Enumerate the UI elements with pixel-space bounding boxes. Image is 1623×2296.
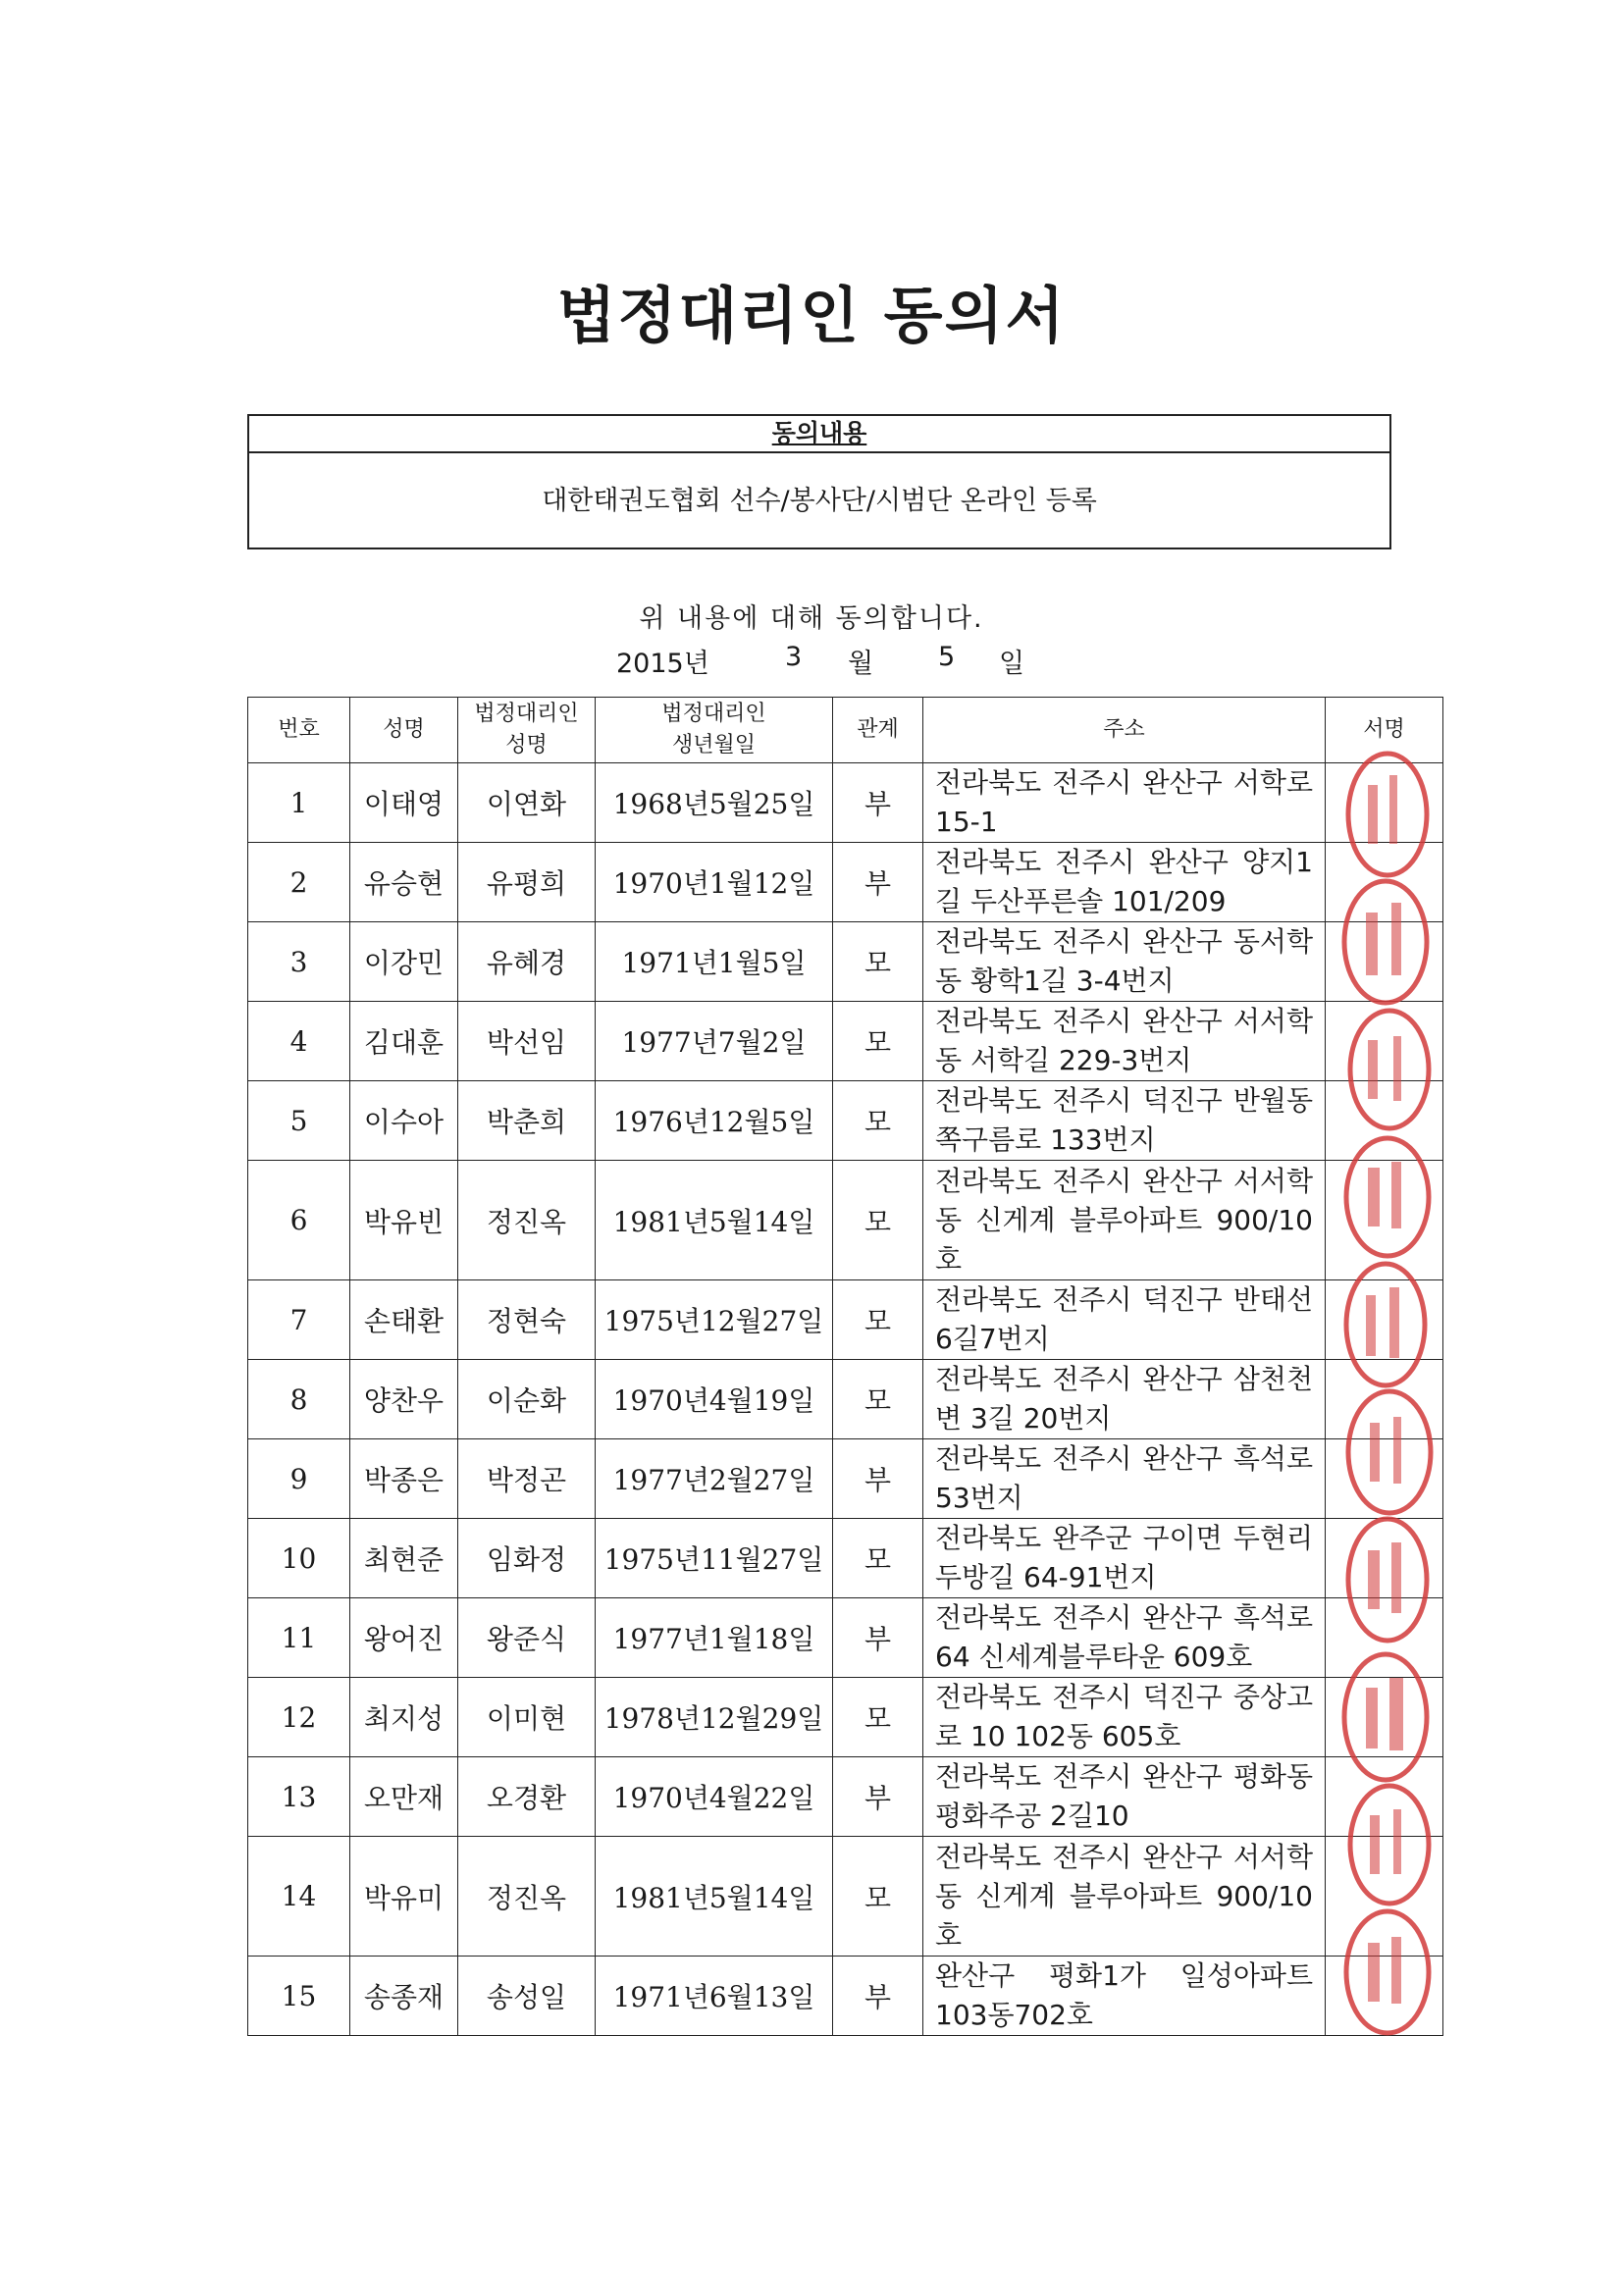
- signature-cell: [1326, 1957, 1443, 2036]
- signature-cell: [1326, 1598, 1443, 1678]
- table-row: [248, 1757, 1443, 1837]
- table-row: [248, 922, 1443, 1002]
- relation: 모: [833, 1280, 923, 1360]
- date-day: 5: [938, 642, 956, 672]
- header-guardian-birth: [596, 698, 833, 763]
- relation: 모: [833, 1678, 923, 1757]
- header-name: 성명: [350, 698, 458, 763]
- signature-cell: [1326, 1757, 1443, 1837]
- signature-cell: [1326, 1837, 1443, 1957]
- guardian-name: 박선임: [458, 1002, 596, 1081]
- guardian-birthdate: 1971년6월13일: [596, 1957, 833, 2036]
- address: 전라북도 완주군 구이면 두현리 두방길 64-91번지: [923, 1519, 1326, 1598]
- address: 전라북도 전주시 완산구 서서학동 서학길 229-3번지: [923, 1002, 1326, 1081]
- address: 전라북도 전주시 완산구 양지1길 두산푸른솔 101/209: [923, 843, 1326, 922]
- row-number: 8: [248, 1360, 350, 1439]
- row-number: 4: [248, 1002, 350, 1081]
- row-number: 6: [248, 1161, 350, 1280]
- table-row: [248, 1081, 1443, 1161]
- guardian-name: 임화정: [458, 1519, 596, 1598]
- row-number: 14: [248, 1837, 350, 1957]
- row-number: 15: [248, 1957, 350, 2036]
- signature-cell: [1326, 843, 1443, 922]
- student-name: 송종재: [350, 1957, 458, 2036]
- row-number: 12: [248, 1678, 350, 1757]
- row-number: 1: [248, 763, 350, 843]
- header-guardian-birth-line2: 생년월일: [671, 733, 756, 757]
- relation: 모: [833, 1519, 923, 1598]
- address: 전라북도 전주시 덕진구 반태선 6길7번지: [923, 1280, 1326, 1360]
- signature-cell: [1326, 1002, 1443, 1081]
- student-name: 이강민: [350, 922, 458, 1002]
- header-relation: 관계: [833, 698, 923, 763]
- row-number: 5: [248, 1081, 350, 1161]
- table-row: [248, 1439, 1443, 1519]
- student-name: 김대훈: [350, 1002, 458, 1081]
- student-name: 왕어진: [350, 1598, 458, 1678]
- student-name: 유승현: [350, 843, 458, 922]
- guardian-birthdate: 1977년2월27일: [596, 1439, 833, 1519]
- student-name: 최지성: [350, 1678, 458, 1757]
- row-number: 7: [248, 1280, 350, 1360]
- row-number: 9: [248, 1439, 350, 1519]
- address: 완산구 평화1가 일성아파트 103동702호: [923, 1957, 1326, 2036]
- address: 전라북도 전주시 덕진구 중상고로 10 102동 605호: [923, 1678, 1326, 1757]
- row-number: 11: [248, 1598, 350, 1678]
- guardian-name: 유혜경: [458, 922, 596, 1002]
- guardian-birthdate: 1976년12월5일: [596, 1081, 833, 1161]
- header-guardian-birth-line1: 법정대리인: [661, 702, 766, 726]
- relation: 부: [833, 1439, 923, 1519]
- relation: 부: [833, 1957, 923, 2036]
- table-row: [248, 1837, 1443, 1957]
- guardian-name: 정진옥: [458, 1837, 596, 1957]
- address: 전라북도 전주시 완산구 흑석로 53번지: [923, 1439, 1326, 1519]
- header-no: 번호: [248, 698, 350, 763]
- table-row: [248, 1360, 1443, 1439]
- header-signature: 서명: [1326, 698, 1443, 763]
- relation: 부: [833, 1757, 923, 1837]
- guardian-birthdate: 1970년1월12일: [596, 843, 833, 922]
- guardian-birthdate: 1977년1월18일: [596, 1598, 833, 1678]
- guardian-name: 오경환: [458, 1757, 596, 1837]
- row-number: 13: [248, 1757, 350, 1837]
- address: 전라북도 전주시 완산구 서서학동 신게계 블루아파트 900/10호: [923, 1837, 1326, 1957]
- table-row: [248, 843, 1443, 922]
- row-number: 3: [248, 922, 350, 1002]
- header-guardian-name-line2: 성명: [505, 733, 548, 757]
- table-row: [248, 1957, 1443, 2036]
- date-month: 3: [785, 642, 803, 672]
- agreement-text: 위 내용에 대해 동의합니다.: [639, 603, 984, 634]
- guardian-birthdate: 1971년1월5일: [596, 922, 833, 1002]
- table-row: [248, 1678, 1443, 1757]
- signature-cell: [1326, 1439, 1443, 1519]
- table-row: [248, 763, 1443, 843]
- consent-body: 대한태권도협회 선수/봉사단/시범단 온라인 등록: [542, 486, 1097, 516]
- guardian-name: 유평희: [458, 843, 596, 922]
- signature-cell: [1326, 1161, 1443, 1280]
- consent-box: [247, 414, 1391, 549]
- header-guardian-name: [458, 698, 596, 763]
- address: 전라북도 전주시 완산구 서서학동 신게계 블루아파트 900/10호: [923, 1161, 1326, 1280]
- signature-cell: [1326, 763, 1443, 843]
- guardian-name: 박정곤: [458, 1439, 596, 1519]
- guardian-table: [247, 697, 1443, 2036]
- address: 전라북도 전주시 완산구 평화동 평화주공 2길10: [923, 1757, 1326, 1837]
- relation: 부: [833, 843, 923, 922]
- guardian-name: 이연화: [458, 763, 596, 843]
- relation: 모: [833, 1360, 923, 1439]
- guardian-birthdate: 1975년12월27일: [596, 1280, 833, 1360]
- guardian-birthdate: 1970년4월19일: [596, 1360, 833, 1439]
- signature-cell: [1326, 1678, 1443, 1757]
- student-name: 이수아: [350, 1081, 458, 1161]
- guardian-name: 정진옥: [458, 1161, 596, 1280]
- student-name: 오만재: [350, 1757, 458, 1837]
- student-name: 박유빈: [350, 1161, 458, 1280]
- table-row: [248, 1002, 1443, 1081]
- guardian-birthdate: 1975년11월27일: [596, 1519, 833, 1598]
- guardian-name: 왕준식: [458, 1598, 596, 1678]
- date-year: 2015년: [616, 649, 709, 679]
- relation: 부: [833, 1598, 923, 1678]
- relation: 모: [833, 1161, 923, 1280]
- address: 전라북도 전주시 완산구 삼천천변 3길 20번지: [923, 1360, 1326, 1439]
- guardian-name: 이순화: [458, 1360, 596, 1439]
- student-name: 박종은: [350, 1439, 458, 1519]
- student-name: 손태환: [350, 1280, 458, 1360]
- guardian-birthdate: 1978년12월29일: [596, 1678, 833, 1757]
- signature-cell: [1326, 1280, 1443, 1360]
- table-row: [248, 1519, 1443, 1598]
- student-name: 박유미: [350, 1837, 458, 1957]
- signature-cell: [1326, 1360, 1443, 1439]
- signature-cell: [1326, 1081, 1443, 1161]
- guardian-birthdate: 1970년4월22일: [596, 1757, 833, 1837]
- row-number: 2: [248, 843, 350, 922]
- table-row: [248, 1598, 1443, 1678]
- student-name: 이태영: [350, 763, 458, 843]
- student-name: 양찬우: [350, 1360, 458, 1439]
- table-row: [248, 1161, 1443, 1280]
- signature-cell: [1326, 922, 1443, 1002]
- signature-cell: [1326, 1519, 1443, 1598]
- address: 전라북도 전주시 완산구 흑석로 64 신세계블루타운 609호: [923, 1598, 1326, 1678]
- student-name: 최현준: [350, 1519, 458, 1598]
- table-row: [248, 1280, 1443, 1360]
- guardian-birthdate: 1968년5월25일: [596, 763, 833, 843]
- date-month-unit: 월: [848, 649, 874, 679]
- address: 전라북도 전주시 완산구 동서학동 황학1길 3-4번지: [923, 922, 1326, 1002]
- header-guardian-name-line1: 법정대리인: [474, 702, 579, 726]
- relation: 모: [833, 1081, 923, 1161]
- guardian-birthdate: 1981년5월14일: [596, 1837, 833, 1957]
- relation: 부: [833, 763, 923, 843]
- address: 전라북도 전주시 덕진구 반월동 쪽구름로 133번지: [923, 1081, 1326, 1161]
- guardian-name: 이미현: [458, 1678, 596, 1757]
- relation: 모: [833, 1002, 923, 1081]
- guardian-name: 박춘희: [458, 1081, 596, 1161]
- relation: 모: [833, 1837, 923, 1957]
- table-header-row: [248, 698, 1443, 763]
- guardian-birthdate: 1977년7월2일: [596, 1002, 833, 1081]
- document-title: 법정대리인 동의서: [556, 280, 1067, 351]
- date-day-unit: 일: [999, 649, 1025, 679]
- consent-header: 동의내용: [249, 416, 1389, 453]
- guardian-birthdate: 1981년5월14일: [596, 1161, 833, 1280]
- relation: 모: [833, 922, 923, 1002]
- header-address: 주소: [923, 698, 1326, 763]
- guardian-name: 송성일: [458, 1957, 596, 2036]
- row-number: 10: [248, 1519, 350, 1598]
- address: 전라북도 전주시 완산구 서학로15-1: [923, 763, 1326, 843]
- guardian-name: 정현숙: [458, 1280, 596, 1360]
